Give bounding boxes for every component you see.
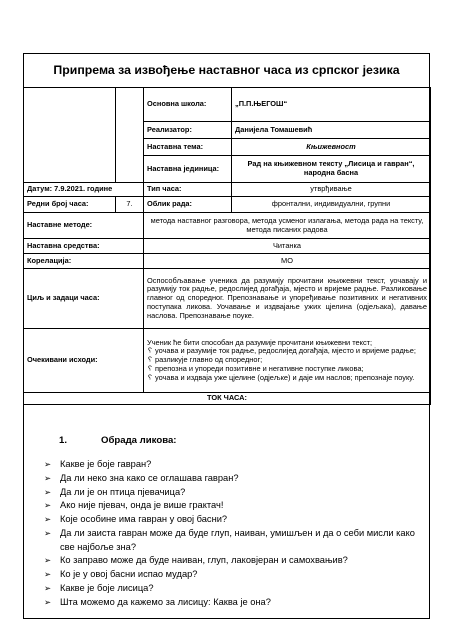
methods-row bbox=[24, 213, 431, 239]
question-text: Какве је боје гавран? bbox=[60, 459, 152, 469]
topic-value: Књижевност bbox=[232, 139, 431, 156]
tok-heading: ТОК ЧАСА: bbox=[24, 393, 431, 405]
outcomes-row bbox=[24, 329, 431, 393]
date-row bbox=[24, 183, 431, 197]
question-text: Ко заправо може да буде наиван, глуп, лаковјеран и самохвањив? bbox=[60, 555, 348, 566]
arrow-bullet-icon: ➢ bbox=[44, 527, 52, 538]
list-item bbox=[44, 596, 424, 610]
resources-label: Наставна средства: bbox=[24, 239, 144, 254]
resources-value: Читанка bbox=[144, 239, 431, 254]
school-value: „П.П.ЊЕГОШ“ bbox=[232, 88, 431, 122]
arrow-bullet-icon: ➢ bbox=[44, 569, 52, 579]
question-text: Да ли заиста гавран може да буде глуп, наиван, умишљен и да о себи мисли како све најбоље зна? bbox=[60, 527, 415, 552]
section-title: Обрада ликова: bbox=[101, 435, 177, 446]
question-text: Ко је у овој басни испао мудар? bbox=[60, 569, 198, 579]
unit-value: Рад на књижевном тексту „Лисица и гавран“, народна басна bbox=[232, 156, 431, 183]
tok-row bbox=[24, 393, 431, 405]
number-row bbox=[24, 197, 431, 213]
outcome-line: ␦ уочава и издваја уже цјелине (одјељке) и даје им наслов; препознаје поуку. bbox=[147, 372, 415, 382]
topic-label: Наставна тема: bbox=[144, 139, 232, 156]
list-item bbox=[44, 527, 424, 555]
goals-label: Циљ и задаци часа: bbox=[24, 269, 144, 329]
teacher-label: Реализатор: bbox=[144, 122, 232, 139]
form-value: фронтални, индивидуални, групни bbox=[232, 197, 431, 213]
correlation-value: МО bbox=[144, 254, 431, 269]
lesson-plan-table bbox=[23, 87, 431, 405]
list-item bbox=[44, 582, 424, 596]
section-heading bbox=[59, 435, 177, 446]
outcomes-label: Очекивани исходи: bbox=[24, 329, 144, 393]
form-label: Облик рада: bbox=[144, 197, 232, 213]
question-text: Које особине има гавран у овој басни? bbox=[60, 514, 228, 524]
list-item bbox=[44, 486, 424, 500]
blank-cell bbox=[24, 88, 116, 183]
unit-label: Наставна јединица: bbox=[144, 156, 232, 183]
outcome-line: ␦ разликује главно од споредног; bbox=[147, 355, 263, 365]
question-text: Шта можемо да кажемо за лисицу: Каква је она? bbox=[60, 596, 271, 607]
resources-row bbox=[24, 239, 431, 254]
type-value: утврђивање bbox=[232, 183, 431, 197]
question-text: Ако није пјевач, онда је више грактач! bbox=[60, 500, 224, 511]
arrow-bullet-icon: ➢ bbox=[44, 500, 52, 511]
teacher-value: Данијела Томашевић bbox=[232, 122, 431, 139]
blank-cell bbox=[116, 88, 144, 183]
list-item bbox=[44, 499, 424, 513]
outcome-line: ␦ уочава и разумије ток радње, редослијед догађаја, мјесто и вријеме радње; bbox=[147, 346, 416, 356]
date-label: Датум: 7.9.2021. године bbox=[24, 183, 144, 197]
correlation-label: Корелација: bbox=[24, 254, 144, 269]
document-title: Припрема за извођење наставног часа из српског језика bbox=[53, 63, 400, 77]
question-text: Да ли је он птица пјевачица? bbox=[60, 486, 186, 497]
methods-label: Наставне методе: bbox=[24, 213, 144, 239]
list-item bbox=[44, 472, 424, 486]
school-row bbox=[24, 88, 431, 122]
section-number: 1. bbox=[59, 435, 68, 446]
arrow-bullet-icon: ➢ bbox=[44, 472, 52, 483]
correlation-row bbox=[24, 254, 431, 269]
arrow-bullet-icon: ➢ bbox=[44, 459, 52, 469]
question-list bbox=[44, 458, 424, 609]
arrow-bullet-icon: ➢ bbox=[44, 486, 52, 497]
list-item bbox=[44, 568, 424, 582]
list-item bbox=[44, 458, 424, 472]
arrow-bullet-icon: ➢ bbox=[44, 555, 52, 566]
goals-value: Оспособљавање ученика да разумију прочитани књижевни текст, уочавају и разумију ток радње, редослијед догађаја, мјесто и вријеме радње. Разликовање главног од споредног. Препознавање и упоређивање позитивних и негативних поступака ликова. Уочавање и издвајање ужих цјелина (одјељака), давање наслова. Препознавање поуке. bbox=[144, 269, 431, 329]
question-text: Какве је боје лисица? bbox=[60, 582, 154, 593]
question-text: Да ли неко зна како се оглашава гавран? bbox=[60, 472, 239, 483]
arrow-bullet-icon: ➢ bbox=[44, 582, 52, 593]
type-label: Тип часа: bbox=[144, 183, 232, 197]
number-value: 7. bbox=[116, 197, 144, 213]
outcome-line: Ученик ће бити способан да разумије прочитани књижевни текст; bbox=[147, 337, 373, 347]
outcome-line: ␦ препозна и упореди позитивне и негативне поступке ликова; bbox=[147, 363, 364, 373]
arrow-bullet-icon: ➢ bbox=[44, 514, 52, 524]
list-item bbox=[44, 513, 424, 527]
goals-row bbox=[24, 269, 431, 329]
number-label: Редни број часа: bbox=[24, 197, 116, 213]
methods-value: метода наставног разговора, метода усменог излагања, метода рада на тексту, метода писаних радова bbox=[144, 213, 431, 239]
arrow-bullet-icon: ➢ bbox=[44, 596, 52, 607]
list-item bbox=[44, 554, 424, 568]
outcomes-value bbox=[144, 329, 431, 393]
school-label: Основна школа: bbox=[144, 88, 232, 122]
